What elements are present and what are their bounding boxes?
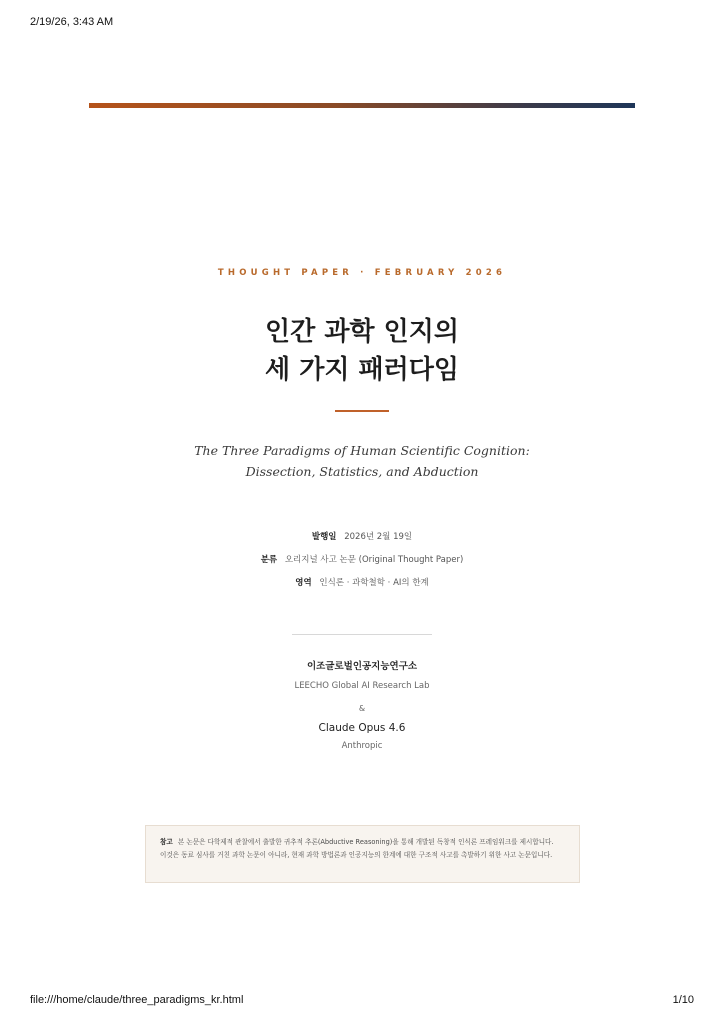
ampersand: & [358,704,366,713]
model-name: Claude Opus 4.6 [318,722,406,734]
title-line-1: 인간 과학 인지의 [265,317,459,347]
meta-row-field [0,577,724,589]
note-text: 본 논문은 다학제적 관찰에서 출발한 귀추적 추론(Abductive Reasoning)을 통해 개발된 독창적 인식론 프레임워크를 제시합니다. 이것은 동료 심사를 거친 과학 논문이 아니라, 현재 과학 방법론과 인공지능의 한계에 대한 구조적 사고를 촉발하기 위한 사고 논문입니다. [160,838,554,859]
company-name: Anthropic [341,741,383,751]
org-name-korean: 이조글로벌인공지능연구소 [306,661,418,672]
disclaimer-note [145,825,580,883]
org-name-english: LEECHO Global AI Research Lab [294,681,430,691]
title-accent-bar [335,410,389,412]
meta-key: 분류 [260,555,278,565]
subtitle-line-2: Dissection, Statistics, and Abduction [245,464,479,479]
metadata-block [0,531,724,600]
top-gradient-rule [89,103,635,108]
meta-value: 오리지널 사고 논문 (Original Thought Paper) [284,555,464,565]
meta-value: 2026년 2월 19일 [344,532,413,542]
meta-key: 영역 [295,578,312,588]
subtitle-line-1: The Three Paradigms of Human Scientific Cognition: [194,443,530,458]
authors-block [0,660,724,753]
print-footer-file-path: file:///home/claude/three_paradigms_kr.html [30,994,244,1006]
meta-key: 발행일 [311,532,337,542]
meta-row-date [0,531,724,543]
section-divider [292,634,432,635]
page-title [0,313,724,389]
paper-overline: THOUGHT PAPER · FEBRUARY 2026 [217,268,507,278]
title-line-2: 세 가지 패러다임 [265,355,459,385]
meta-value: 인식론 · 과학철학 · AI의 한계 [319,578,429,588]
english-subtitle [0,440,724,482]
print-footer-page-indicator: 1/10 [672,994,694,1006]
note-label: 참고 [160,838,173,846]
print-header-datetime: 2/19/26, 3:43 AM [30,16,114,28]
meta-row-category [0,554,724,566]
